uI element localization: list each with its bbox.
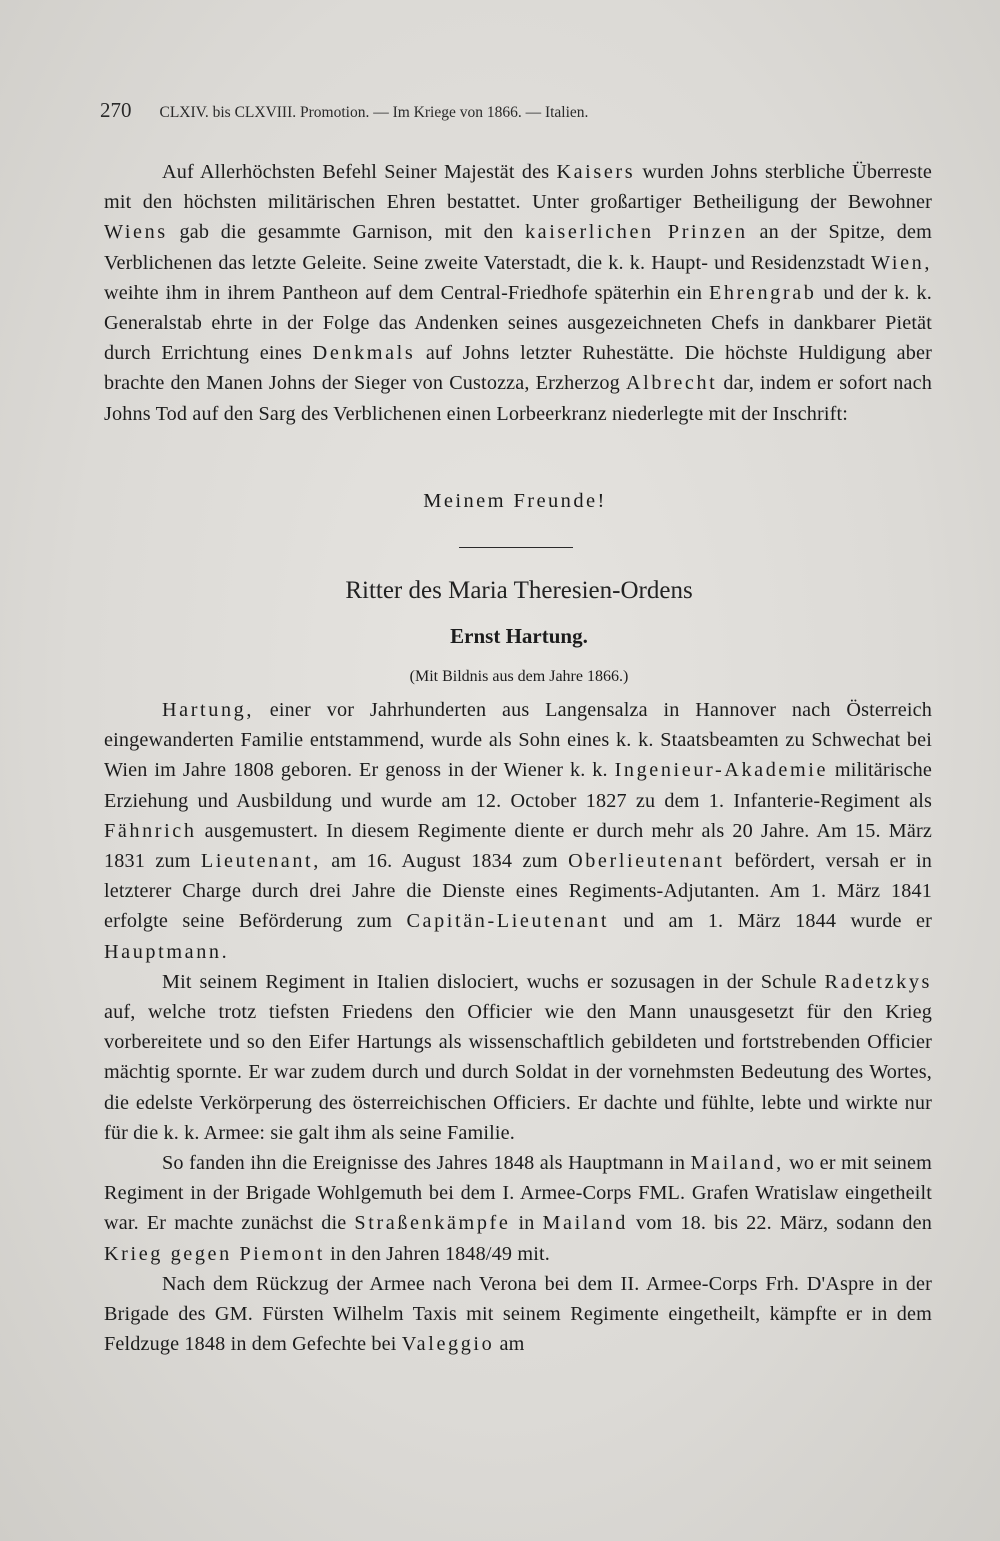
running-header xyxy=(100,98,800,123)
biography-text xyxy=(104,695,932,1359)
spaced-word: kaiserlichen Prinzen xyxy=(524,221,748,244)
spaced-word: Mailand xyxy=(542,1212,628,1235)
spaced-word: Wien, xyxy=(871,251,932,274)
paragraph-1848: So fanden ihn die Ereignisse des Jahres 1848 als Hauptmann in Mailand, wo er mit seinem Regiment in der Brigade Wohlgemuth bei dem I. Armee-Corps FML. Grafen Wratislaw eingetheilt war. Er machte zunächst die Straßenkämpfe in Mailand vom 18. bis 22. März, sodann den Krieg gegen Piemont in den Jahren 1848/49 mit. xyxy=(104,1152,932,1265)
person-name-heading: Ernst Hartung. xyxy=(450,624,588,648)
spaced-word: Straßenkämpfe xyxy=(354,1212,511,1235)
spaced-word: Fähnrich xyxy=(104,819,197,842)
spaced-word: Krieg gegen Piemont xyxy=(104,1242,325,1265)
inscription-motto: Meinem Freunde! xyxy=(423,490,607,512)
running-title: CLXIV. bis CLXVIII. Promotion. — Im Kriege von 1866. — Italien. xyxy=(159,104,589,121)
spaced-word: Hartung, xyxy=(162,699,254,721)
paragraph-origin: Hartung, einer vor Jahrhunderten aus Langensalza in Hannover nach Österreich eingewanderten Familie entstammend, wurde als Sohn eines k. k. Staatsbeamten zu Schwechat bei Wien im Jahre 1808 geboren. Er genoss in der Wiener k. k. Ingenieur-Akademie militärische Erziehung und Ausbildung und wurde am 12. October 1827 zu dem 1. Infanterie-Regiment als Fähnrich ausgemustert. In diesem Regimente diente er durch mehr als 20 Jahre. Am 15. März 1831 zum Lieutenant, am 16. August 1834 zum Oberlieutenant befördert, versah er in letzterer Charge durch drei Jahre die Dienste eines Regiments-Adjutanten. Am 1. März 1841 erfolgte seine Beförderung zum Capitän-Lieutenant und am 1. März 1844 wurde er Hauptmann. xyxy=(104,699,933,963)
spaced-word: Ingenieur-Akademie xyxy=(614,759,829,782)
spaced-word: Wiens xyxy=(104,221,168,244)
spaced-word: Ehrengrab xyxy=(708,281,817,304)
portrait-note: (Mit Bildnis aus dem Jahre 1866.) xyxy=(409,668,629,685)
spaced-word: Capitän-Lieutenant xyxy=(406,910,610,933)
spaced-word: Albrecht xyxy=(625,372,718,395)
paragraph-burial: Auf Allerhöchsten Befehl Seiner Majestät des Kaisers wurden Johns sterbliche Überreste mit den höchsten militärischen Ehren bestattet. Unter großartiger Betheiligung der Bewohner Wiens gab die gesammte Garnison, mit den kaiserlichen Prinzen an der Spitze, dem Verblichenen das letzte Geleite. Seine zweite Vaterstadt, die k. k. Haupt- und Residenzstadt Wien, weihte ihm in ihrem Pantheon auf dem Central-Friedhofe späterhin ein Ehrengrab und der k. k. Generalstab ehrte in der Folge das Andenken seines ausgezeichneten Chefs in dankbarer Pietät durch Errichtung eines Denkmals auf Johns letzter Ruhestätte. Die höchste Huldigung aber brachte den Manen Johns der Sieger von Custozza, Erzherzog Albrecht dar, indem er sofort nach Johns Tod auf den Sarg des Verblichenen einen Lorbeerkranz niederlegte mit der Inschrift: xyxy=(104,161,933,425)
spaced-word: Lieutenant, xyxy=(200,850,321,873)
spaced-word: Denkmals xyxy=(312,342,416,365)
section-divider xyxy=(459,547,573,548)
paragraph-verona: Nach dem Rückzug der Armee nach Verona bei dem II. Armee-Corps Frh. D'Aspre in der Brigade des GM. Fürsten Wilhelm Taxis mit seinem Regimente eingetheilt, kämpfte er in dem Feldzuge 1848 in dem Gefechte bei Valeggio am xyxy=(104,1272,932,1356)
spaced-word: Oberlieutenant xyxy=(568,850,725,873)
spaced-word: Radetzkys xyxy=(824,970,932,993)
spaced-word: Mailand, xyxy=(690,1152,784,1175)
spaced-word: Valeggio xyxy=(401,1333,495,1356)
section-title: Ritter des Maria Theresien-Ordens xyxy=(345,577,693,604)
paragraph-radetzky: Mit seinem Regiment in Italien dislociert, wuchs er sozusagen in der Schule Radetzkys auf, welche trotz tiefsten Friedens den Officier wie den Mann unausgesetzt für den Krieg vorbereitete und so den Eifer Hartungs als wissenschaftlich gebildeten und fortstrebenden Officier mächtig spornte. Er war zudem durch und durch Soldat in der vornehmsten Bedeutung des Wortes, die edelste Verkörperung des österreichischen Officiers. Er dachte und fühlte, lebte und wirkte nur für die k. k. Armee: sie galt ihm als seine Familie. xyxy=(104,970,932,1144)
spaced-word: Hauptmann. xyxy=(104,940,230,963)
spaced-word: Kaisers xyxy=(556,161,636,183)
page-number: 270 xyxy=(100,98,132,122)
